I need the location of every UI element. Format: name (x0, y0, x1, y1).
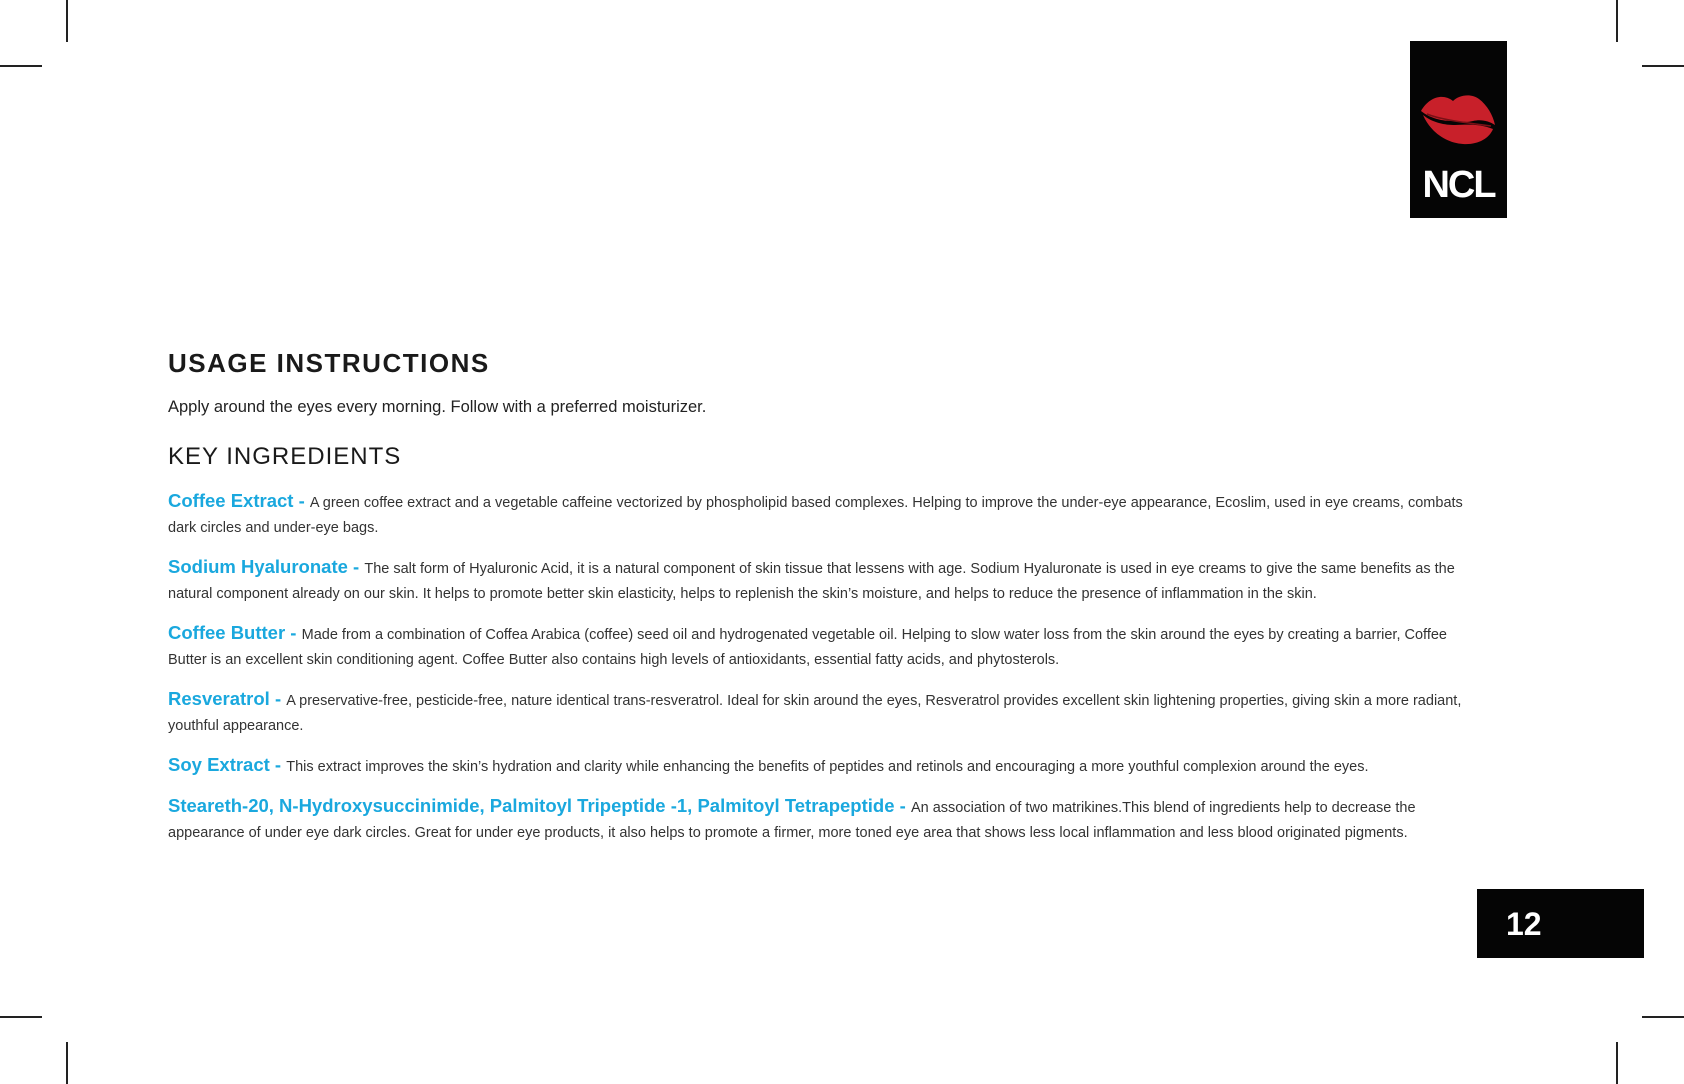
ingredient-separator: - (269, 688, 287, 709)
ingredient-item (168, 554, 1480, 607)
crop-mark-bottom-left-vertical (66, 1042, 68, 1084)
ingredient-item (168, 488, 1480, 541)
ingredient-description: The salt form of Hyaluronic Acid, it is a natural component of skin tissue that lessens with age. Sodium Hyaluronate is used in eye creams to give the same benefits as the natural component already on our skin. It helps to promote better skin elasticity, helps to replenish the skin’s moisture, and helps to reduce the presence of inflammation in the skin. (168, 561, 1455, 602)
ingredient-item (168, 620, 1480, 673)
ingredient-separator: - (347, 556, 365, 577)
lips-icon (1419, 91, 1497, 146)
usage-instructions-heading: USAGE INSTRUCTIONS (168, 348, 490, 378)
page-content (168, 348, 1480, 859)
ncl-logo (1410, 41, 1507, 218)
key-ingredients-heading: KEY INGREDIENTS (168, 443, 402, 470)
ingredient-description: Made from a combination of Coffea Arabica (coffee) seed oil and hydrogenated vegetable oil. Helping to slow water loss from the skin around the eyes by creating a barrier, Coffee Butter is an excellent skin conditioning agent. Coffee Butter also contains high levels of antioxidants, essential fatty acids, and phytosterols. (168, 627, 1447, 668)
ingredient-description: An association of two matrikines.This blend of ingredients help to decrease the appearance of under eye dark circles. Great for under eye products, it also helps to promote a firmer, more toned eye area that shows less local inflammation and less blood originated pigments. (168, 800, 1416, 841)
ingredient-name: Coffee Butter (168, 622, 286, 643)
usage-instructions-text: Apply around the eyes every morning. Follow with a preferred moisturizer. (168, 398, 707, 416)
brand-name: NCL (1422, 164, 1495, 206)
ingredient-separator: - (894, 795, 911, 816)
crop-mark-bottom-right-vertical (1616, 1042, 1618, 1084)
ingredient-separator: - (269, 754, 287, 775)
ingredient-name: Resveratrol (168, 688, 270, 709)
crop-mark-top-left-vertical (66, 0, 68, 42)
ingredient-name: Sodium Hyaluronate (168, 556, 348, 577)
ingredient-item (168, 752, 1480, 780)
crop-mark-top-right-vertical (1616, 0, 1618, 42)
page-number: 12 (1506, 906, 1542, 942)
page-number-box (1477, 889, 1644, 958)
ingredient-item (168, 686, 1480, 739)
ingredient-description: A green coffee extract and a vegetable caffeine vectorized by phospholipid based complexes. Helping to improve the under-eye appearance, Ecoslim, used in eye creams, combats dark circles and under-eye bags. (168, 495, 1463, 536)
crop-mark-bottom-left-horizontal (0, 1016, 42, 1018)
ingredient-name: Steareth-20, N-Hydroxysuccinimide, Palmitoyl Tripeptide -1, Palmitoyl Tetrapeptide (168, 795, 895, 816)
crop-mark-top-right-horizontal (1642, 65, 1684, 67)
crop-mark-top-left-horizontal (0, 65, 42, 67)
ingredient-description: This extract improves the skin’s hydration and clarity while enhancing the benefits of peptides and retinols and encouraging a more youthful complexion around the eyes. (286, 759, 1369, 775)
ingredient-list (168, 488, 1480, 846)
ingredient-description: A preservative-free, pesticide-free, nature identical trans-resveratrol. Ideal for skin around the eyes, Resveratrol provides excellent skin lightening properties, giving skin a more radiant, youthful appearance. (168, 693, 1462, 734)
ingredient-separator: - (293, 490, 310, 511)
ingredient-item (168, 793, 1480, 846)
ingredient-name: Coffee Extract (168, 490, 294, 511)
ingredient-name: Soy Extract (168, 754, 270, 775)
ingredient-separator: - (285, 622, 302, 643)
crop-mark-bottom-right-horizontal (1642, 1016, 1684, 1018)
